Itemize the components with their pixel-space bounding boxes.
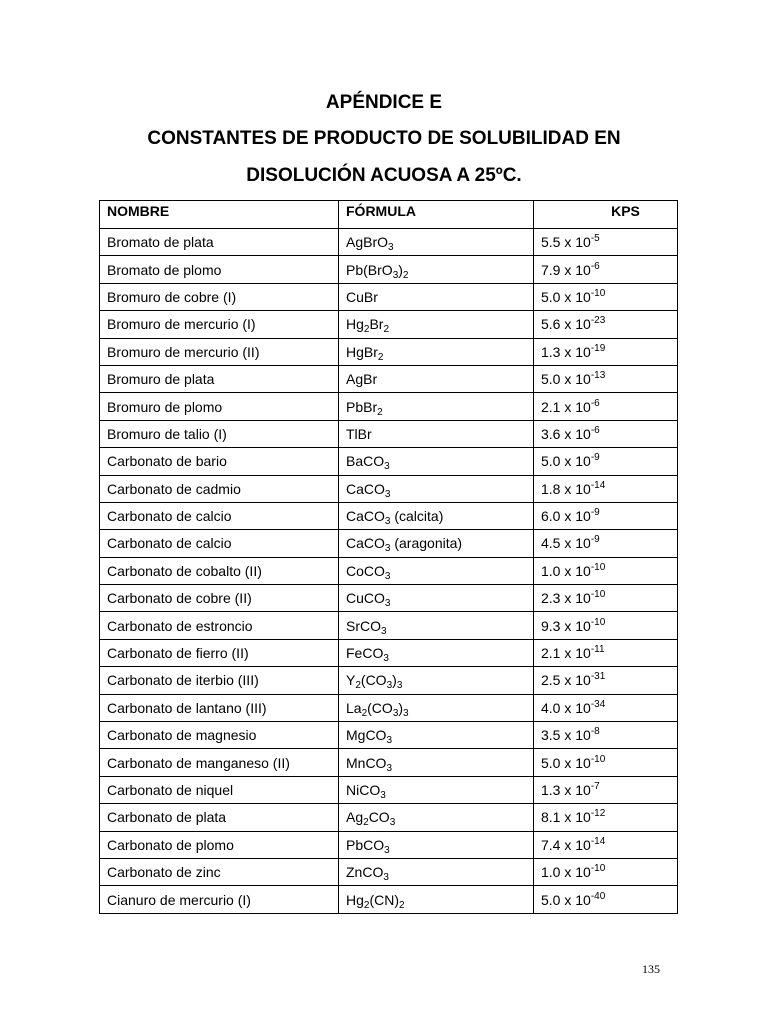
kps-exponent: -10 bbox=[590, 287, 606, 299]
column-header-name: NOMBRE bbox=[100, 201, 339, 229]
kps-exponent: -5 bbox=[590, 233, 600, 245]
formula-cell bbox=[339, 749, 534, 776]
kps-exponent: -13 bbox=[590, 370, 606, 382]
table-row bbox=[100, 722, 678, 749]
kps-cell bbox=[534, 393, 678, 420]
formula-text: CuCO bbox=[346, 590, 385, 607]
formula-text: SrCO bbox=[346, 617, 381, 634]
formula-subscript: 2 bbox=[377, 406, 383, 418]
kps-exponent: -14 bbox=[590, 479, 606, 491]
kps-cell bbox=[534, 639, 678, 666]
page-number: 135 bbox=[642, 962, 660, 976]
table-row bbox=[100, 585, 678, 612]
formula-cell bbox=[339, 612, 534, 639]
kps-mantissa: 2.1 x 10 bbox=[541, 398, 591, 415]
formula-text: Y bbox=[346, 672, 356, 689]
compound-name-cell: Carbonato de fierro (II) bbox=[100, 639, 339, 666]
compound-name-cell: Carbonato de cadmio bbox=[100, 475, 339, 502]
formula-text: CaCO bbox=[346, 535, 385, 552]
kps-mantissa: 8.1 x 10 bbox=[541, 809, 591, 826]
table-row bbox=[100, 256, 678, 283]
kps-exponent: -8 bbox=[590, 726, 600, 738]
table-row bbox=[100, 475, 678, 502]
kps-exponent: -11 bbox=[590, 644, 605, 656]
formula-text: AgBr bbox=[346, 371, 378, 388]
formula-subscript: 2 bbox=[377, 351, 384, 363]
kps-cell bbox=[534, 722, 678, 749]
kps-exponent: -9 bbox=[590, 452, 600, 464]
compound-name-cell: Carbonato de calcio bbox=[100, 502, 339, 529]
kps-exponent: -10 bbox=[590, 589, 606, 601]
formula-subscript: 3 bbox=[383, 872, 389, 884]
compound-name-cell: Bromuro de mercurio (I) bbox=[100, 311, 339, 338]
kps-cell bbox=[534, 694, 678, 721]
formula-subscript: 2 bbox=[399, 899, 405, 911]
formula-subscript: 2 bbox=[363, 324, 370, 336]
compound-name-cell: Carbonato de magnesio bbox=[100, 722, 339, 749]
table-row bbox=[100, 776, 678, 803]
formula-cell bbox=[339, 776, 534, 803]
formula-text: Br bbox=[369, 316, 384, 333]
compound-name-cell: Carbonato de lantano (III) bbox=[100, 694, 339, 721]
table-row bbox=[100, 420, 678, 447]
table-title-line-1: CONSTANTES DE PRODUCTO DE SOLUBILIDAD EN bbox=[147, 128, 621, 149]
solubility-table bbox=[99, 200, 678, 914]
kps-cell bbox=[534, 311, 678, 338]
formula-cell bbox=[339, 858, 534, 885]
kps-cell bbox=[534, 612, 678, 639]
compound-name-cell: Bromuro de cobre (I) bbox=[100, 283, 339, 310]
kps-exponent: -23 bbox=[590, 315, 606, 327]
formula-subscript: 3 bbox=[386, 680, 393, 692]
formula-text: FeCO bbox=[346, 645, 384, 662]
formula-subscript: 2 bbox=[383, 324, 390, 336]
formula-subscript: 3 bbox=[384, 461, 390, 473]
formula-text: TlBr bbox=[346, 425, 372, 442]
table-row bbox=[100, 502, 678, 529]
formula-text: La bbox=[346, 699, 362, 716]
kps-exponent: -12 bbox=[590, 808, 606, 820]
kps-mantissa: 1.8 x 10 bbox=[541, 480, 591, 497]
kps-mantissa: 5.0 x 10 bbox=[541, 754, 591, 771]
formula-text: Hg bbox=[346, 316, 364, 333]
compound-name-cell: Carbonato de iterbio (III) bbox=[100, 667, 339, 694]
kps-mantissa: 1.0 x 10 bbox=[541, 864, 591, 881]
kps-exponent: -9 bbox=[590, 534, 600, 546]
table-row bbox=[100, 667, 678, 694]
kps-exponent: -31 bbox=[590, 671, 606, 683]
kps-cell bbox=[534, 338, 678, 365]
table-header-row bbox=[100, 201, 678, 229]
kps-cell bbox=[534, 448, 678, 475]
kps-exponent: -6 bbox=[590, 424, 600, 436]
table-body bbox=[100, 229, 678, 914]
kps-mantissa: 7.4 x 10 bbox=[541, 836, 591, 853]
formula-subscript: 3 bbox=[384, 570, 391, 582]
compound-name-cell: Carbonato de estroncio bbox=[100, 612, 339, 639]
table-row bbox=[100, 886, 678, 913]
kps-cell bbox=[534, 229, 678, 256]
kps-cell bbox=[534, 502, 678, 529]
formula-cell bbox=[339, 530, 534, 557]
kps-mantissa: 2.1 x 10 bbox=[541, 645, 591, 662]
formula-cell bbox=[339, 502, 534, 529]
formula-text: (CO bbox=[360, 672, 387, 689]
formula-text: (CO bbox=[367, 699, 393, 716]
kps-mantissa: 1.0 x 10 bbox=[541, 562, 591, 579]
formula-cell bbox=[339, 475, 534, 502]
formula-text: Pb(BrO bbox=[346, 261, 393, 278]
kps-exponent: -10 bbox=[590, 753, 606, 765]
kps-cell bbox=[534, 831, 678, 858]
formula-cell bbox=[339, 448, 534, 475]
kps-cell bbox=[534, 530, 678, 557]
formula-text: CuBr bbox=[346, 288, 378, 305]
formula-cell bbox=[339, 283, 534, 310]
table-row bbox=[100, 858, 678, 885]
table-row bbox=[100, 694, 678, 721]
kps-exponent: -6 bbox=[590, 397, 600, 409]
compound-name-cell: Bromuro de talio (I) bbox=[100, 420, 339, 447]
kps-mantissa: 5.0 x 10 bbox=[541, 891, 591, 908]
formula-text: ) bbox=[398, 261, 403, 278]
formula-text: ) bbox=[398, 699, 404, 716]
compound-name-cell: Carbonato de bario bbox=[100, 448, 339, 475]
kps-cell bbox=[534, 585, 678, 612]
kps-mantissa: 2.5 x 10 bbox=[541, 672, 591, 689]
formula-subscript: 2 bbox=[355, 680, 361, 692]
kps-mantissa: 3.6 x 10 bbox=[541, 425, 591, 442]
compound-name-cell: Bromato de plata bbox=[100, 229, 339, 256]
kps-mantissa: 7.9 x 10 bbox=[541, 261, 591, 278]
kps-mantissa: 1.3 x 10 bbox=[541, 782, 591, 798]
table-row bbox=[100, 229, 678, 256]
formula-text: AgBrO bbox=[346, 234, 389, 251]
formula-cell bbox=[339, 667, 534, 694]
compound-name-cell: Bromuro de mercurio (II) bbox=[100, 338, 339, 365]
formula-cell bbox=[339, 365, 534, 392]
formula-subscript: 2 bbox=[402, 269, 409, 281]
formula-cell bbox=[339, 557, 534, 584]
formula-subscript: 3 bbox=[386, 762, 393, 774]
kps-cell bbox=[534, 365, 678, 392]
formula-subscript: 2 bbox=[363, 899, 370, 911]
kps-mantissa: 2.3 x 10 bbox=[541, 590, 591, 607]
table-row bbox=[100, 831, 678, 858]
kps-exponent: -40 bbox=[590, 890, 606, 902]
kps-exponent: -7 bbox=[590, 781, 600, 792]
formula-text: PbBr bbox=[346, 398, 378, 415]
compound-name-cell: Bromato de plomo bbox=[100, 256, 339, 283]
formula-cell bbox=[339, 722, 534, 749]
compound-name-cell: Carbonato de plata bbox=[100, 804, 339, 831]
formula-text: (calcita) bbox=[390, 508, 444, 525]
formula-text: NiCO bbox=[346, 782, 381, 798]
compound-name-cell: Cianuro de mercurio (I) bbox=[100, 886, 339, 913]
kps-cell bbox=[534, 256, 678, 283]
kps-exponent: -34 bbox=[590, 698, 606, 710]
formula-cell bbox=[339, 804, 534, 831]
formula-subscript: 3 bbox=[383, 653, 389, 665]
kps-cell bbox=[534, 749, 678, 776]
column-header-formula: FÓRMULA bbox=[339, 201, 534, 229]
formula-text: Ag bbox=[346, 809, 364, 826]
table-row bbox=[100, 612, 678, 639]
kps-cell bbox=[534, 776, 678, 803]
formula-text: CaCO bbox=[346, 480, 385, 497]
formula-text: CaCO bbox=[346, 508, 385, 525]
compound-name-cell: Bromuro de plomo bbox=[100, 393, 339, 420]
kps-mantissa: 5.0 x 10 bbox=[541, 453, 591, 470]
formula-cell bbox=[339, 585, 534, 612]
formula-cell bbox=[339, 694, 534, 721]
formula-subscript: 3 bbox=[403, 707, 409, 719]
formula-text: (aragonita) bbox=[390, 535, 463, 552]
kps-cell bbox=[534, 283, 678, 310]
kps-cell bbox=[534, 886, 678, 913]
kps-cell bbox=[534, 667, 678, 694]
kps-exponent: -14 bbox=[590, 835, 606, 847]
formula-subscript: 3 bbox=[384, 844, 390, 856]
kps-cell bbox=[534, 804, 678, 831]
table-row bbox=[100, 639, 678, 666]
formula-text: CO bbox=[368, 809, 390, 826]
compound-name-cell: Carbonato de calcio bbox=[100, 530, 339, 557]
formula-cell bbox=[339, 831, 534, 858]
kps-mantissa: 4.5 x 10 bbox=[541, 535, 591, 552]
kps-exponent: -9 bbox=[590, 507, 600, 519]
formula-cell bbox=[339, 338, 534, 365]
table-row bbox=[100, 557, 678, 584]
table-row bbox=[100, 338, 678, 365]
table-title-line-2: DISOLUCIÓN ACUOSA A 25ºC. bbox=[246, 165, 522, 186]
formula-text: ZnCO bbox=[346, 864, 384, 881]
kps-exponent: -10 bbox=[590, 616, 606, 628]
compound-name-cell: Carbonato de manganeso (II) bbox=[100, 749, 339, 776]
kps-exponent: -10 bbox=[590, 561, 606, 573]
formula-text: BaCO bbox=[346, 453, 385, 470]
kps-cell bbox=[534, 475, 678, 502]
formula-subscript: 3 bbox=[389, 817, 396, 829]
kps-cell bbox=[534, 557, 678, 584]
formula-cell bbox=[339, 420, 534, 447]
formula-subscript: 3 bbox=[392, 707, 399, 719]
formula-text: ) bbox=[392, 672, 397, 689]
formula-text: CoCO bbox=[346, 562, 385, 579]
kps-mantissa: 6.0 x 10 bbox=[541, 508, 591, 525]
kps-mantissa: 9.3 x 10 bbox=[541, 617, 591, 634]
formula-cell bbox=[339, 393, 534, 420]
kps-exponent: -10 bbox=[590, 863, 606, 875]
compound-name-cell: Bromuro de plata bbox=[100, 365, 339, 392]
formula-subscript: 3 bbox=[384, 598, 391, 610]
formula-subscript: 3 bbox=[392, 269, 399, 281]
table-row bbox=[100, 530, 678, 557]
formula-text: MgCO bbox=[346, 727, 387, 744]
table-row bbox=[100, 804, 678, 831]
kps-exponent: -19 bbox=[590, 342, 606, 354]
kps-mantissa: 5.5 x 10 bbox=[541, 234, 591, 251]
appendix-title: APÉNDICE E bbox=[325, 92, 443, 113]
kps-mantissa: 1.3 x 10 bbox=[541, 343, 591, 360]
formula-text: HgBr bbox=[346, 343, 378, 360]
table-row bbox=[100, 365, 678, 392]
compound-name-cell: Carbonato de cobalto (II) bbox=[100, 557, 339, 584]
formula-cell bbox=[339, 256, 534, 283]
compound-name-cell: Carbonato de niquel bbox=[100, 776, 339, 803]
formula-subscript: 3 bbox=[381, 625, 387, 637]
formula-subscript: 3 bbox=[396, 680, 403, 692]
formula-text: Hg bbox=[346, 891, 364, 908]
table-row bbox=[100, 283, 678, 310]
formula-text: (CN) bbox=[369, 891, 400, 908]
compound-name-cell: Carbonato de cobre (II) bbox=[100, 585, 339, 612]
column-header-kps: KPS bbox=[534, 201, 678, 229]
compound-name-cell: Carbonato de plomo bbox=[100, 831, 339, 858]
kps-exponent: -6 bbox=[590, 260, 600, 272]
formula-cell bbox=[339, 886, 534, 913]
kps-mantissa: 5.0 x 10 bbox=[541, 288, 591, 305]
formula-cell bbox=[339, 639, 534, 666]
formula-cell bbox=[339, 229, 534, 256]
formula-subscript: 3 bbox=[386, 735, 393, 747]
formula-subscript: 3 bbox=[384, 516, 391, 528]
formula-subscript: 3 bbox=[380, 790, 386, 801]
formula-subscript: 3 bbox=[384, 488, 391, 500]
formula-subscript: 3 bbox=[388, 242, 394, 254]
table-row bbox=[100, 448, 678, 475]
formula-text: PbCO bbox=[346, 836, 385, 853]
formula-cell bbox=[339, 311, 534, 338]
formula-subscript: 2 bbox=[363, 817, 369, 829]
kps-mantissa: 5.0 x 10 bbox=[541, 371, 591, 388]
formula-subscript: 3 bbox=[384, 543, 391, 555]
kps-cell bbox=[534, 420, 678, 447]
kps-mantissa: 3.5 x 10 bbox=[541, 727, 591, 744]
table-row bbox=[100, 311, 678, 338]
table-row bbox=[100, 749, 678, 776]
kps-cell bbox=[534, 858, 678, 885]
table-row bbox=[100, 393, 678, 420]
kps-mantissa: 5.6 x 10 bbox=[541, 316, 591, 333]
compound-name-cell: Carbonato de zinc bbox=[100, 858, 339, 885]
kps-mantissa: 4.0 x 10 bbox=[541, 699, 591, 716]
formula-text: MnCO bbox=[346, 754, 387, 771]
formula-subscript: 2 bbox=[361, 707, 368, 719]
